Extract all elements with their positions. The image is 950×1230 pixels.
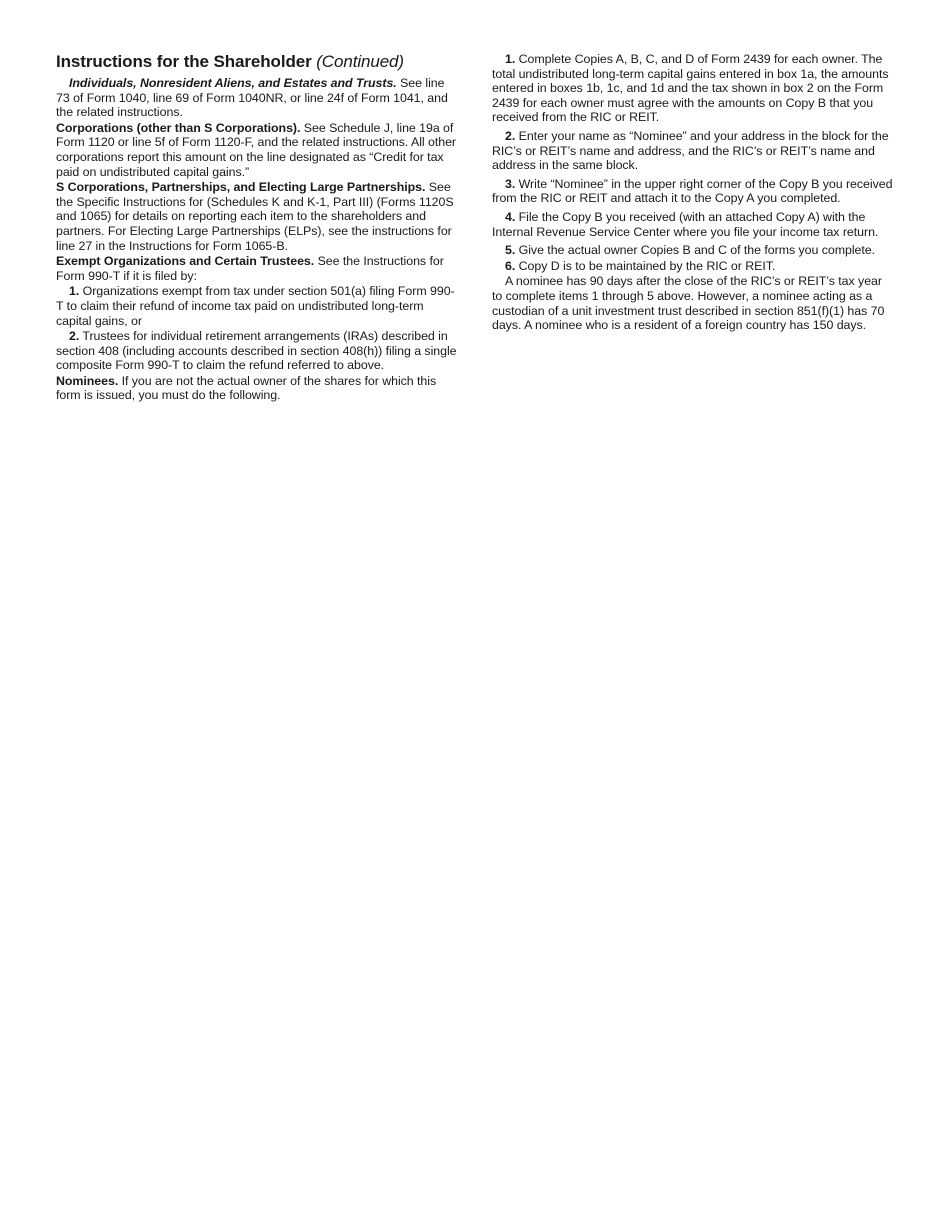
paragraph-lead: S Corporations, Partnerships, and Electing Large Partnerships. — [56, 180, 426, 195]
heading-continued: (Continued) — [316, 52, 404, 71]
paragraph-corporations — [56, 121, 458, 179]
step-text: Copy D is to be maintained by the RIC or REIT. — [515, 258, 776, 273]
step-5 — [492, 243, 894, 258]
step-text: Give the actual owner Copies B and C of the forms you complete. — [515, 243, 875, 258]
step-number: 6. — [505, 258, 516, 273]
paragraph-individuals — [56, 76, 458, 120]
step-text: Enter your name as “Nominee” and your address in the block for the RIC’s or REIT’s name and address, and the RIC’s or REIT’s name and address in the same block. — [492, 128, 889, 173]
step-number: 2. — [505, 128, 516, 143]
left-column — [56, 52, 458, 403]
paragraph-nominee-deadline: A nominee has 90 days after the close of the RIC’s or REIT’s tax year to complete items 1 through 5 above. However, a nominee acting as a custodian of a unit investment trust described in section 851(f)(1) has 70 days. A nominee who is a resident of a foreign country has 150 days. — [492, 274, 885, 333]
step-4 — [492, 210, 894, 239]
right-column — [492, 52, 894, 333]
item-text: Organizations exempt from tax under section 501(a) filing Form 990-T to claim their refund of income tax paid on undistributed long-term capital gains, or — [56, 284, 455, 328]
step-text: File the Copy B you received (with an attached Copy A) with the Internal Revenue Service Center where you file your income tax return. — [492, 209, 879, 239]
paragraph-text: See the Specific Instructions for (Schedules K and K-1, Part III) (Forms 1120S and 1065) for details on reporting each item to the shareholders and partners. For Electing Large Partnerships (ELPs), see the instructions for line 27 in the Instructions for Form 1065-B. — [56, 180, 454, 253]
item-number: 2. — [69, 329, 80, 344]
section-heading — [56, 52, 458, 72]
paragraph-lead: Individuals, Nonresident Aliens, and Estates and Trusts. — [69, 76, 397, 90]
list-item-1 — [56, 284, 458, 328]
paragraph-exempt-organizations — [56, 254, 458, 283]
paragraph-lead: Exempt Organizations and Certain Trustees. — [56, 254, 315, 269]
paragraph-text: See Schedule J, line 19a of Form 1120 or line 5f of Form 1120-F, and the related instructions. All other corporations report this amount on the line designated as “Credit for tax paid on undistributed capital gains.” — [56, 120, 457, 179]
step-text: Write “Nominee” in the upper right corner of the Copy B you received from the RIC or REIT and attach it to the Copy A you completed. — [492, 176, 893, 206]
paragraph-s-corporations — [56, 180, 458, 253]
item-number: 1. — [69, 284, 80, 299]
paragraph-text: If you are not the actual owner of the shares for which this form is issued, you must do the following. — [56, 373, 437, 403]
step-number: 4. — [505, 209, 516, 224]
paragraph-text: See line 73 of Form 1040, line 69 of Form 1040NR, or line 24f of Form 1041, and the related instructions. — [56, 76, 448, 120]
heading-title: Instructions for the Shareholder — [56, 52, 312, 71]
step-6 — [492, 259, 894, 274]
step-2 — [492, 129, 894, 173]
step-3 — [492, 177, 894, 206]
step-number: 5. — [505, 243, 516, 258]
step-1 — [492, 52, 894, 125]
step-number: 1. — [505, 52, 516, 66]
step-number: 3. — [505, 176, 516, 191]
paragraph-lead: Corporations (other than S Corporations). — [56, 120, 301, 135]
paragraph-lead: Nominees. — [56, 373, 119, 388]
paragraph-text: See the Instructions for Form 990-T if it is filed by: — [56, 254, 444, 283]
paragraph-nominees — [56, 374, 458, 403]
item-text: Trustees for individual retirement arrangements (IRAs) described in section 408 (including accounts described in section 408(h)) filing a single composite Form 990-T to claim the refund referred to above. — [56, 329, 457, 373]
step-text: Complete Copies A, B, C, and D of Form 2439 for each owner. The total undistributed long-term capital gains entered in box 1a, the amounts entered in boxes 1b, 1c, and 1d and the tax shown in box 2 on the Form 2439 for each owner must agree with the amounts on Copy B that you received from the RIC or REIT. — [492, 52, 889, 125]
list-item-2 — [56, 329, 458, 373]
